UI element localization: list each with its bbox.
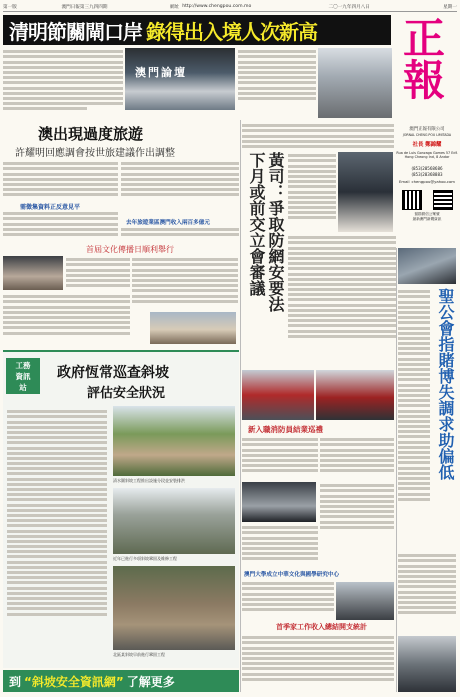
security-title bbox=[246, 152, 284, 368]
entry-stats-article bbox=[238, 48, 316, 110]
forum-subtitle: 許耀明回應調會按世旅建議作出調整 bbox=[15, 148, 175, 159]
research-title: 澳門大學成立中華文化與國學研究中心 bbox=[244, 572, 340, 578]
publisher: 社長 鄭錦耀 bbox=[412, 142, 442, 148]
page-label: 第一版 bbox=[3, 5, 17, 10]
forum-body-left bbox=[3, 160, 118, 200]
banner-tail: 了解更多 bbox=[126, 674, 175, 689]
qr-code[interactable] bbox=[402, 190, 422, 210]
banner-headline bbox=[3, 15, 391, 45]
culture-title: 首屆文化傳播日順利舉行 bbox=[86, 245, 174, 254]
bottom-body-1 bbox=[242, 580, 334, 620]
forum-photo bbox=[125, 48, 235, 110]
fire-body-4 bbox=[242, 524, 318, 568]
masthead-bar bbox=[3, 3, 457, 12]
divider-2 bbox=[396, 248, 397, 692]
site-url[interactable]: http://www.chengpou.com.mo bbox=[182, 4, 252, 9]
gaming-photo bbox=[398, 636, 456, 692]
security-body-1 bbox=[288, 152, 336, 232]
fire-body-2 bbox=[320, 436, 394, 480]
wechat-caption-2: 最新澳門新聞資訊 bbox=[412, 217, 442, 221]
culture-photo-1 bbox=[3, 256, 63, 290]
works-badge: 工務 資訊 站 bbox=[6, 358, 40, 394]
banner-lead: 到 bbox=[9, 674, 22, 689]
bottom-photo bbox=[336, 582, 394, 620]
culture-photo-2 bbox=[150, 312, 236, 344]
works-subtitle: 評估安全狀況 bbox=[87, 386, 166, 401]
qr-code-wechat[interactable] bbox=[433, 190, 453, 210]
email[interactable]: chengpou@yahoo.com bbox=[411, 179, 455, 184]
gaming-title: 聖公會指賭博失調求助偏低 bbox=[436, 288, 455, 480]
lead-article bbox=[3, 48, 123, 118]
culture-body bbox=[66, 256, 130, 292]
org-name-pt: JORNAL CHENG POU LIMITADA bbox=[402, 133, 452, 137]
fire-title: 新入職消防員結業巡禮 bbox=[248, 425, 323, 434]
security-intro bbox=[242, 122, 394, 154]
wechat-caption: 掃描微信公眾號 bbox=[414, 212, 440, 216]
logo-text: 正報 bbox=[397, 16, 446, 100]
banner-part1: 清明節關閘口岸 bbox=[9, 19, 142, 44]
banner-part2: 錄得出入境人次新高 bbox=[146, 19, 317, 44]
slope-caption-2: 近年已進行多項斜坡鞏固及維修工程 bbox=[113, 556, 177, 561]
fax: (853)28368883 bbox=[411, 172, 443, 177]
logo-column bbox=[396, 14, 458, 246]
fire-photo-2 bbox=[316, 370, 394, 420]
slope-photo-3 bbox=[113, 566, 235, 650]
border-photo bbox=[318, 48, 392, 118]
divider-1 bbox=[240, 120, 241, 692]
domestic-title: 首季家工作收入總結開支統計 bbox=[276, 623, 367, 631]
slope-photo-1 bbox=[113, 406, 235, 476]
culture-body-3 bbox=[3, 293, 130, 341]
issue-number: 澳門日報第三九四四期 bbox=[61, 5, 108, 10]
works-body-1 bbox=[7, 408, 107, 662]
forum-body-right bbox=[121, 160, 239, 200]
forum-body-right-2 bbox=[121, 226, 239, 242]
slope-info-banner[interactable] bbox=[3, 670, 239, 692]
speaker-photo bbox=[398, 248, 456, 284]
slope-photo-2 bbox=[113, 488, 235, 554]
fire-photo-1 bbox=[242, 370, 314, 420]
works-title: 政府恆常巡查斜坡 bbox=[57, 365, 169, 381]
gaming-body-2 bbox=[398, 552, 456, 632]
forum-subhead-left: 需徵集資料正反意見平 bbox=[20, 204, 81, 211]
fire-body-3 bbox=[320, 482, 394, 542]
slope-caption-3: 北區某斜坡早前進行鞏固工程 bbox=[113, 652, 165, 657]
slope-caption-1: 清水圍斜坡工程推出設施分段並安裝排洪 bbox=[113, 478, 185, 483]
bottom-body-2 bbox=[242, 634, 394, 692]
fire-photo-3 bbox=[242, 482, 316, 522]
address: Rua de Luis Gonzaga Gomes 57 Edf. Hong Cheong Ind, 8 Andar bbox=[396, 151, 458, 160]
official-photo bbox=[338, 152, 393, 232]
logo-mark bbox=[396, 14, 458, 120]
forum-body-left-2 bbox=[3, 210, 118, 240]
security-title-col1: 黃司：爭取防網安要法 bbox=[266, 152, 285, 312]
weekday: 星期一 bbox=[443, 5, 457, 10]
telephone: (853)28568686 bbox=[411, 166, 443, 171]
issue-date: 二〇一九年四月八日 bbox=[328, 5, 370, 10]
fire-body-1 bbox=[242, 436, 318, 480]
org-name: 澳門正報有限公司 bbox=[409, 127, 445, 132]
gaming-headline bbox=[398, 288, 456, 548]
banner-highlight: “斜坡安全資訊網” bbox=[24, 674, 124, 689]
email-label: Email bbox=[398, 179, 410, 184]
forum-subhead-right: 去年旅遊業區澳門收入兩百多億元 bbox=[126, 220, 210, 226]
works-section bbox=[3, 350, 239, 668]
forum-title: 澳出現過度旅遊 bbox=[38, 125, 144, 143]
culture-body-2 bbox=[132, 256, 238, 310]
security-body-2 bbox=[288, 234, 396, 362]
gaming-body bbox=[398, 288, 430, 546]
forum-photo-caption: 澳門論壇 bbox=[135, 66, 187, 79]
url-label: 網址 bbox=[170, 5, 180, 10]
security-title-col2: 下月或前交立會審議 bbox=[247, 152, 266, 296]
